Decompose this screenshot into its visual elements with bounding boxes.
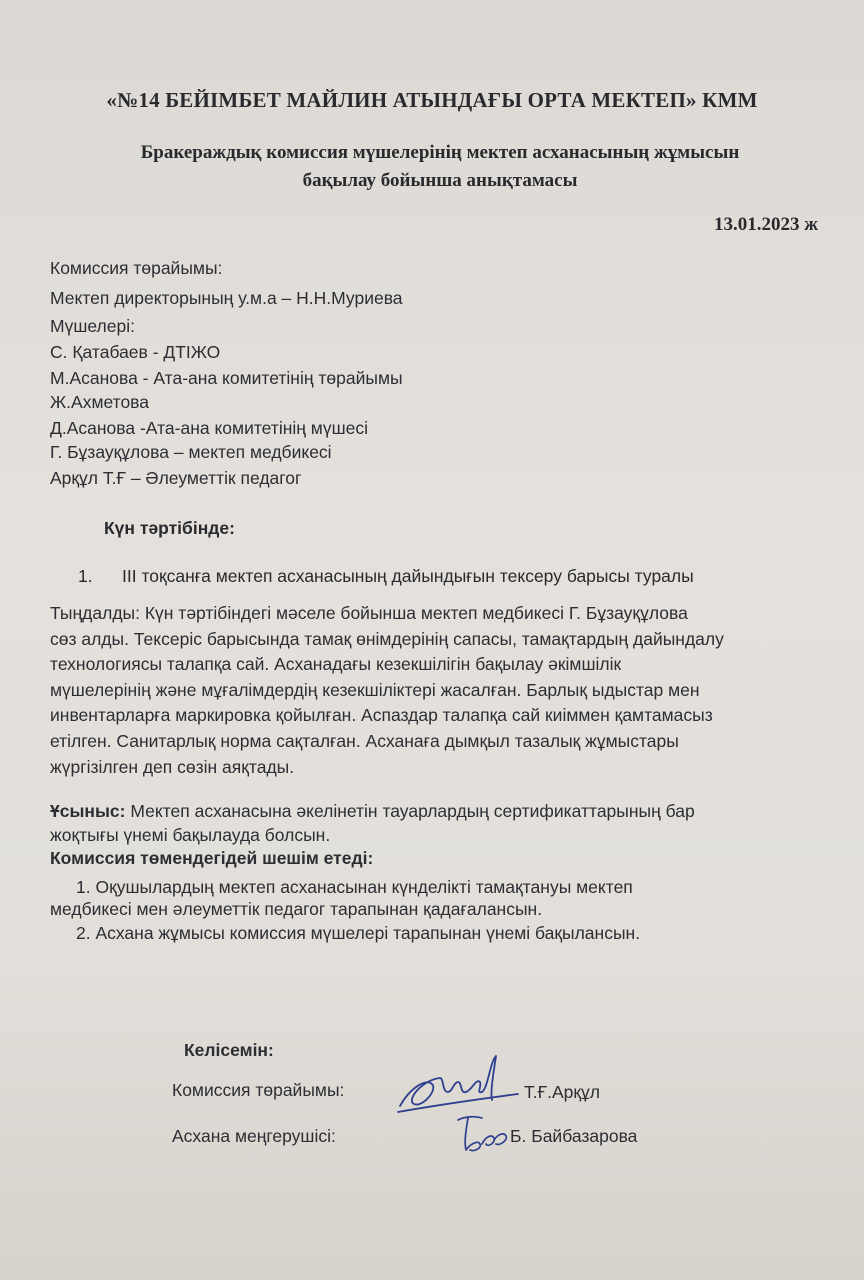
approval-chair-name: Т.Ғ.Арқұл [524, 1082, 600, 1102]
heard-line: инвентарларға маркировка қойылған. Аспаздар талапқа сай киіммен қамтамасыз [50, 705, 713, 725]
commission-member: М.Асанова - Ата-ана комитетінің төрайымы [50, 368, 403, 388]
agenda-item-number: 1. [78, 566, 93, 586]
approval-canteen-label: Асхана меңгерушісі: [172, 1126, 336, 1146]
heard-line: етілген. Санитарлық норма сақталған. Асханаға дымқыл тазалық жұмыстары [50, 731, 679, 751]
document-subtitle-line-2: бақылау бойынша анықтамасы [302, 170, 578, 191]
commission-member: С. Қатабаев - ДТІЖО [50, 342, 221, 362]
agenda-item-text: ІІІ тоқсанға мектеп асханасының дайындығын тексеру барысы туралы [122, 566, 694, 586]
document-subtitle-line-1: Бракераждық комиссия мүшелерінің мектеп асханасының жұмысын [140, 142, 740, 163]
agenda-heading: Күн тәртібінде: [104, 518, 235, 538]
commission-member: Д.Асанова -Ата-ана комитетінің мүшесі [50, 418, 368, 438]
commission-member: Арқұл Т.Ғ – Әлеуметтік педагог [50, 468, 302, 488]
commission-chair-label: Комиссия төрайымы: [50, 258, 223, 278]
decision-heading: Комиссия төмендегідей шешім етеді: [50, 848, 374, 868]
heard-line: сөз алды. Тексеріс барысында тамақ өнімдерінің сапасы, тамақтардың дайындалу [50, 629, 724, 649]
proposal-label: Ұсыныс: [50, 801, 126, 821]
approval-chair-label: Комиссия төрайымы: [172, 1080, 345, 1100]
commission-chair: Мектеп директорының у.м.а – Н.Н.Муриева [50, 288, 403, 308]
heard-line: технологиясы талапқа сай. Асханадағы кезекшілігін бақылау әкімшілік [50, 654, 622, 674]
approval-heading: Келісемін: [184, 1040, 274, 1060]
agenda-item [78, 566, 694, 587]
proposal-line-2: жоқтығы үнемі бақылауда болсын. [50, 825, 331, 845]
document-title: «№14 БЕЙІМБЕТ МАЙЛИН АТЫНДАҒЫ ОРТА МЕКТЕП» КММ [106, 88, 758, 112]
canteen-signature-icon [452, 1110, 512, 1158]
decision-item-1-line-1: 1. Оқушылардың мектеп асханасынан күнделікті тамақтануы мектеп [76, 877, 633, 897]
heard-line: жүргізілген деп сөзін аяқтады. [50, 757, 295, 777]
proposal-line-1 [50, 798, 695, 824]
decision-item-2: 2. Асхана жұмысы комиссия мүшелері тарапынан үнемі бақылансын. [76, 923, 641, 943]
heard-line: Тыңдалды: Күн тәртібіндегі мәселе бойынша мектеп медбикесі Г. Бұзауқұлова [50, 603, 688, 623]
decision-item-1-line-2: медбикесі мен әлеуметтік педагог тарапынан қадағалансын. [50, 899, 543, 919]
approval-canteen-name: Б. Байбазарова [510, 1126, 638, 1146]
proposal-text: Мектеп асханасына әкелінетін тауарлардың сертификаттарының бар [125, 801, 695, 821]
commission-member: Ж.Ахметова [50, 392, 150, 412]
chair-signature-icon [392, 1048, 522, 1118]
heard-line: мүшелерінің және мұғалімдердің кезекшіліктері жасалған. Барлық ыдыстар мен [50, 680, 700, 700]
document-date: 13.01.2023 ж [713, 214, 818, 235]
commission-members-label: Мүшелері: [50, 316, 135, 336]
commission-member: Г. Бұзауқұлова – мектеп медбикесі [50, 442, 332, 462]
